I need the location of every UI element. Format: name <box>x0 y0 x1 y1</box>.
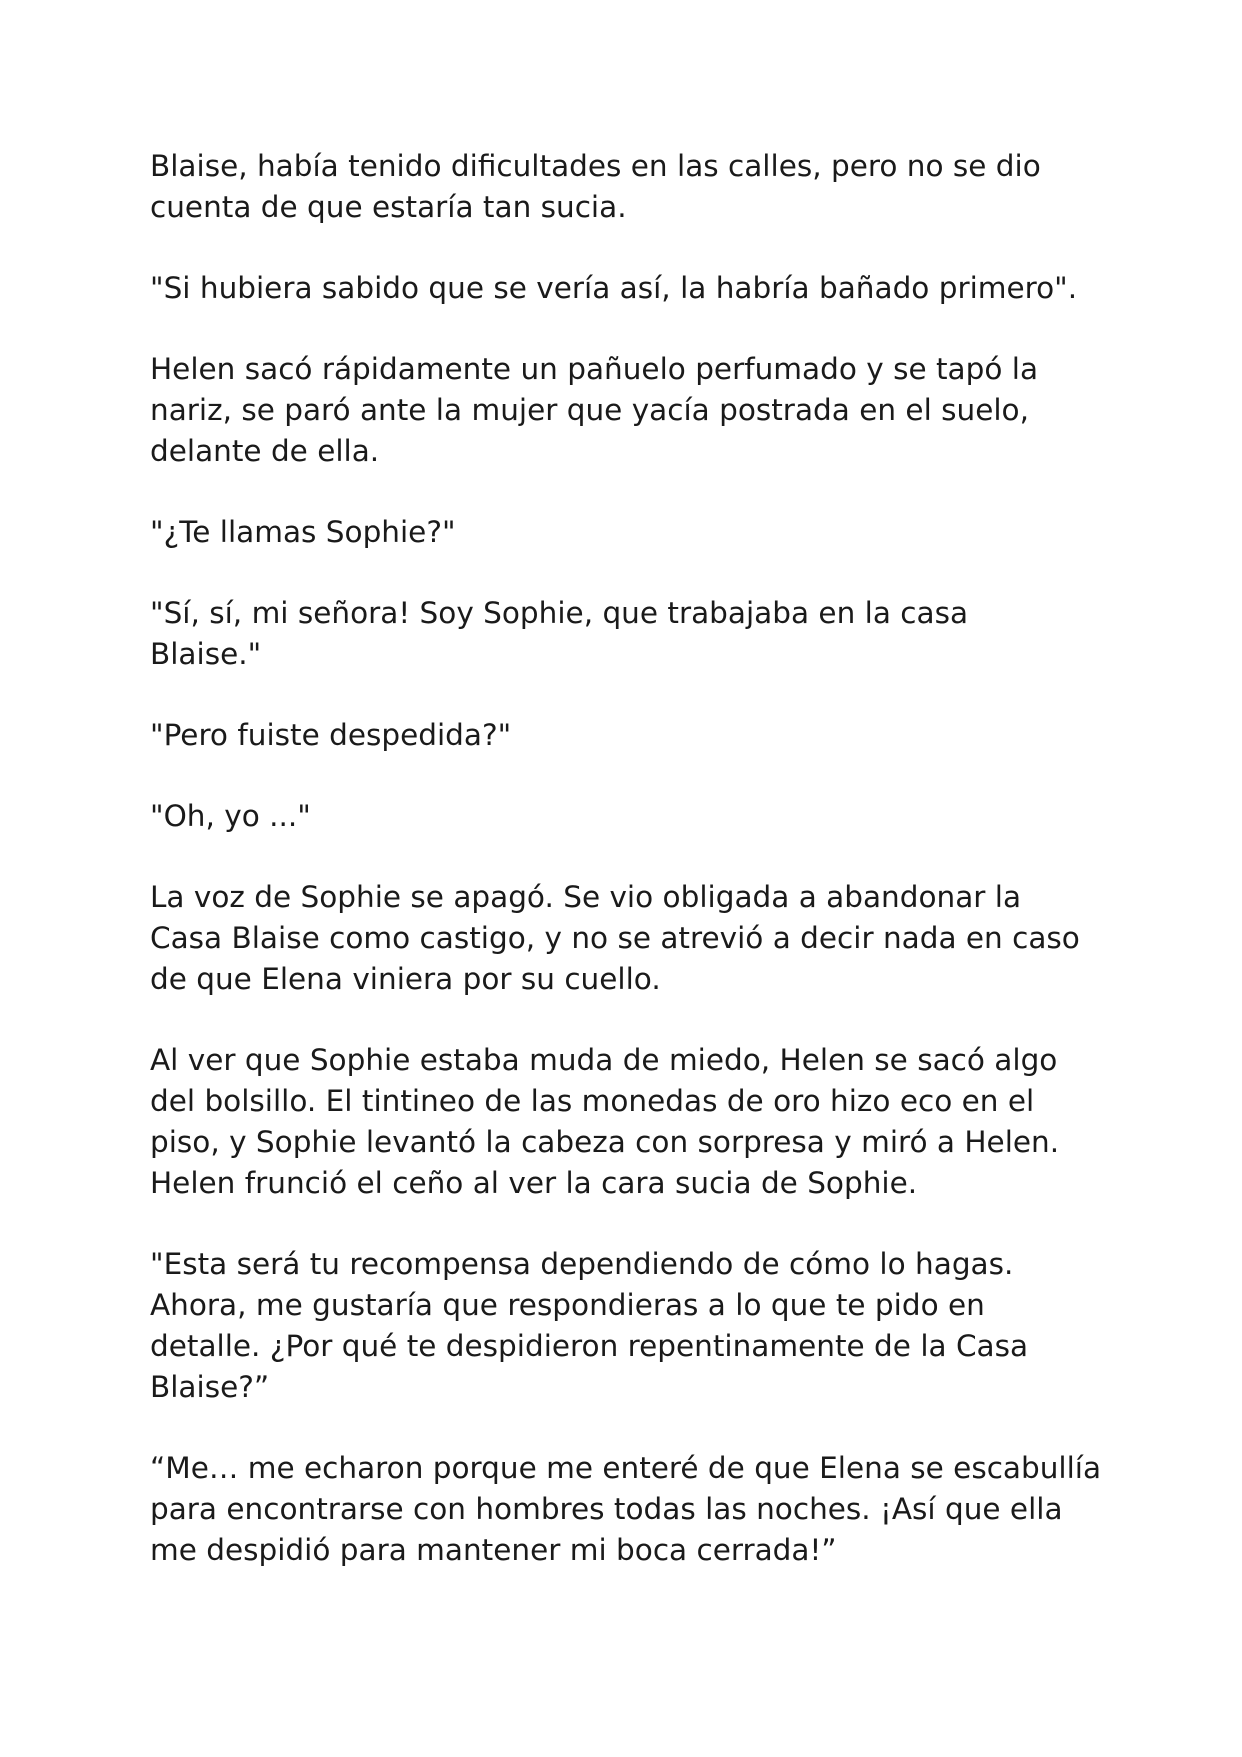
paragraph: "Esta será tu recompensa dependiendo de cómo lo hagas. Ahora, me gustaría que respondieras a lo que te pido en detalle. ¿Por qué te despidieron repentinamente de la Casa Blaise?” <box>150 1247 1029 1404</box>
paragraph: Helen sacó rápidamente un pañuelo perfumado y se tapó la nariz, se paró ante la mujer que yacía postrada en el suelo, delante de ella. <box>150 352 1039 468</box>
paragraph: La voz de Sophie se apagó. Se vio obligada a abandonar la Casa Blaise como castigo, y no se atrevió a decir nada en caso de que Elena viniera por su cuello. <box>150 880 1080 996</box>
paragraph: "Oh, yo ..." <box>150 799 311 833</box>
document-page <box>150 146 1110 1571</box>
paragraph: "Pero fuiste despedida?" <box>150 718 512 752</box>
paragraph: "Sí, sí, mi señora! Soy Sophie, que trabajaba en la casa Blaise." <box>150 596 969 671</box>
paragraph: "¿Te llamas Sophie?" <box>150 515 456 549</box>
paragraph: Al ver que Sophie estaba muda de miedo, Helen se sacó algo del bolsillo. El tintineo de las monedas de oro hizo eco en el piso, y Sophie levantó la cabeza con sorpresa y miró a Helen. Helen frunció el ceño al ver la cara sucia de Sophie. <box>150 1043 1060 1200</box>
paragraph: Blaise, había tenido dificultades en las calles, pero no se dio cuenta de que estaría tan sucia. <box>150 149 1041 224</box>
paragraph: "Si hubiera sabido que se vería así, la habría bañado primero". <box>150 271 1078 305</box>
paragraph: “Me… me echaron porque me enteré de que Elena se escabullía para encontrarse con hombres todas las noches. ¡Así que ella me despidió para mantener mi boca cerrada!” <box>150 1451 1102 1567</box>
